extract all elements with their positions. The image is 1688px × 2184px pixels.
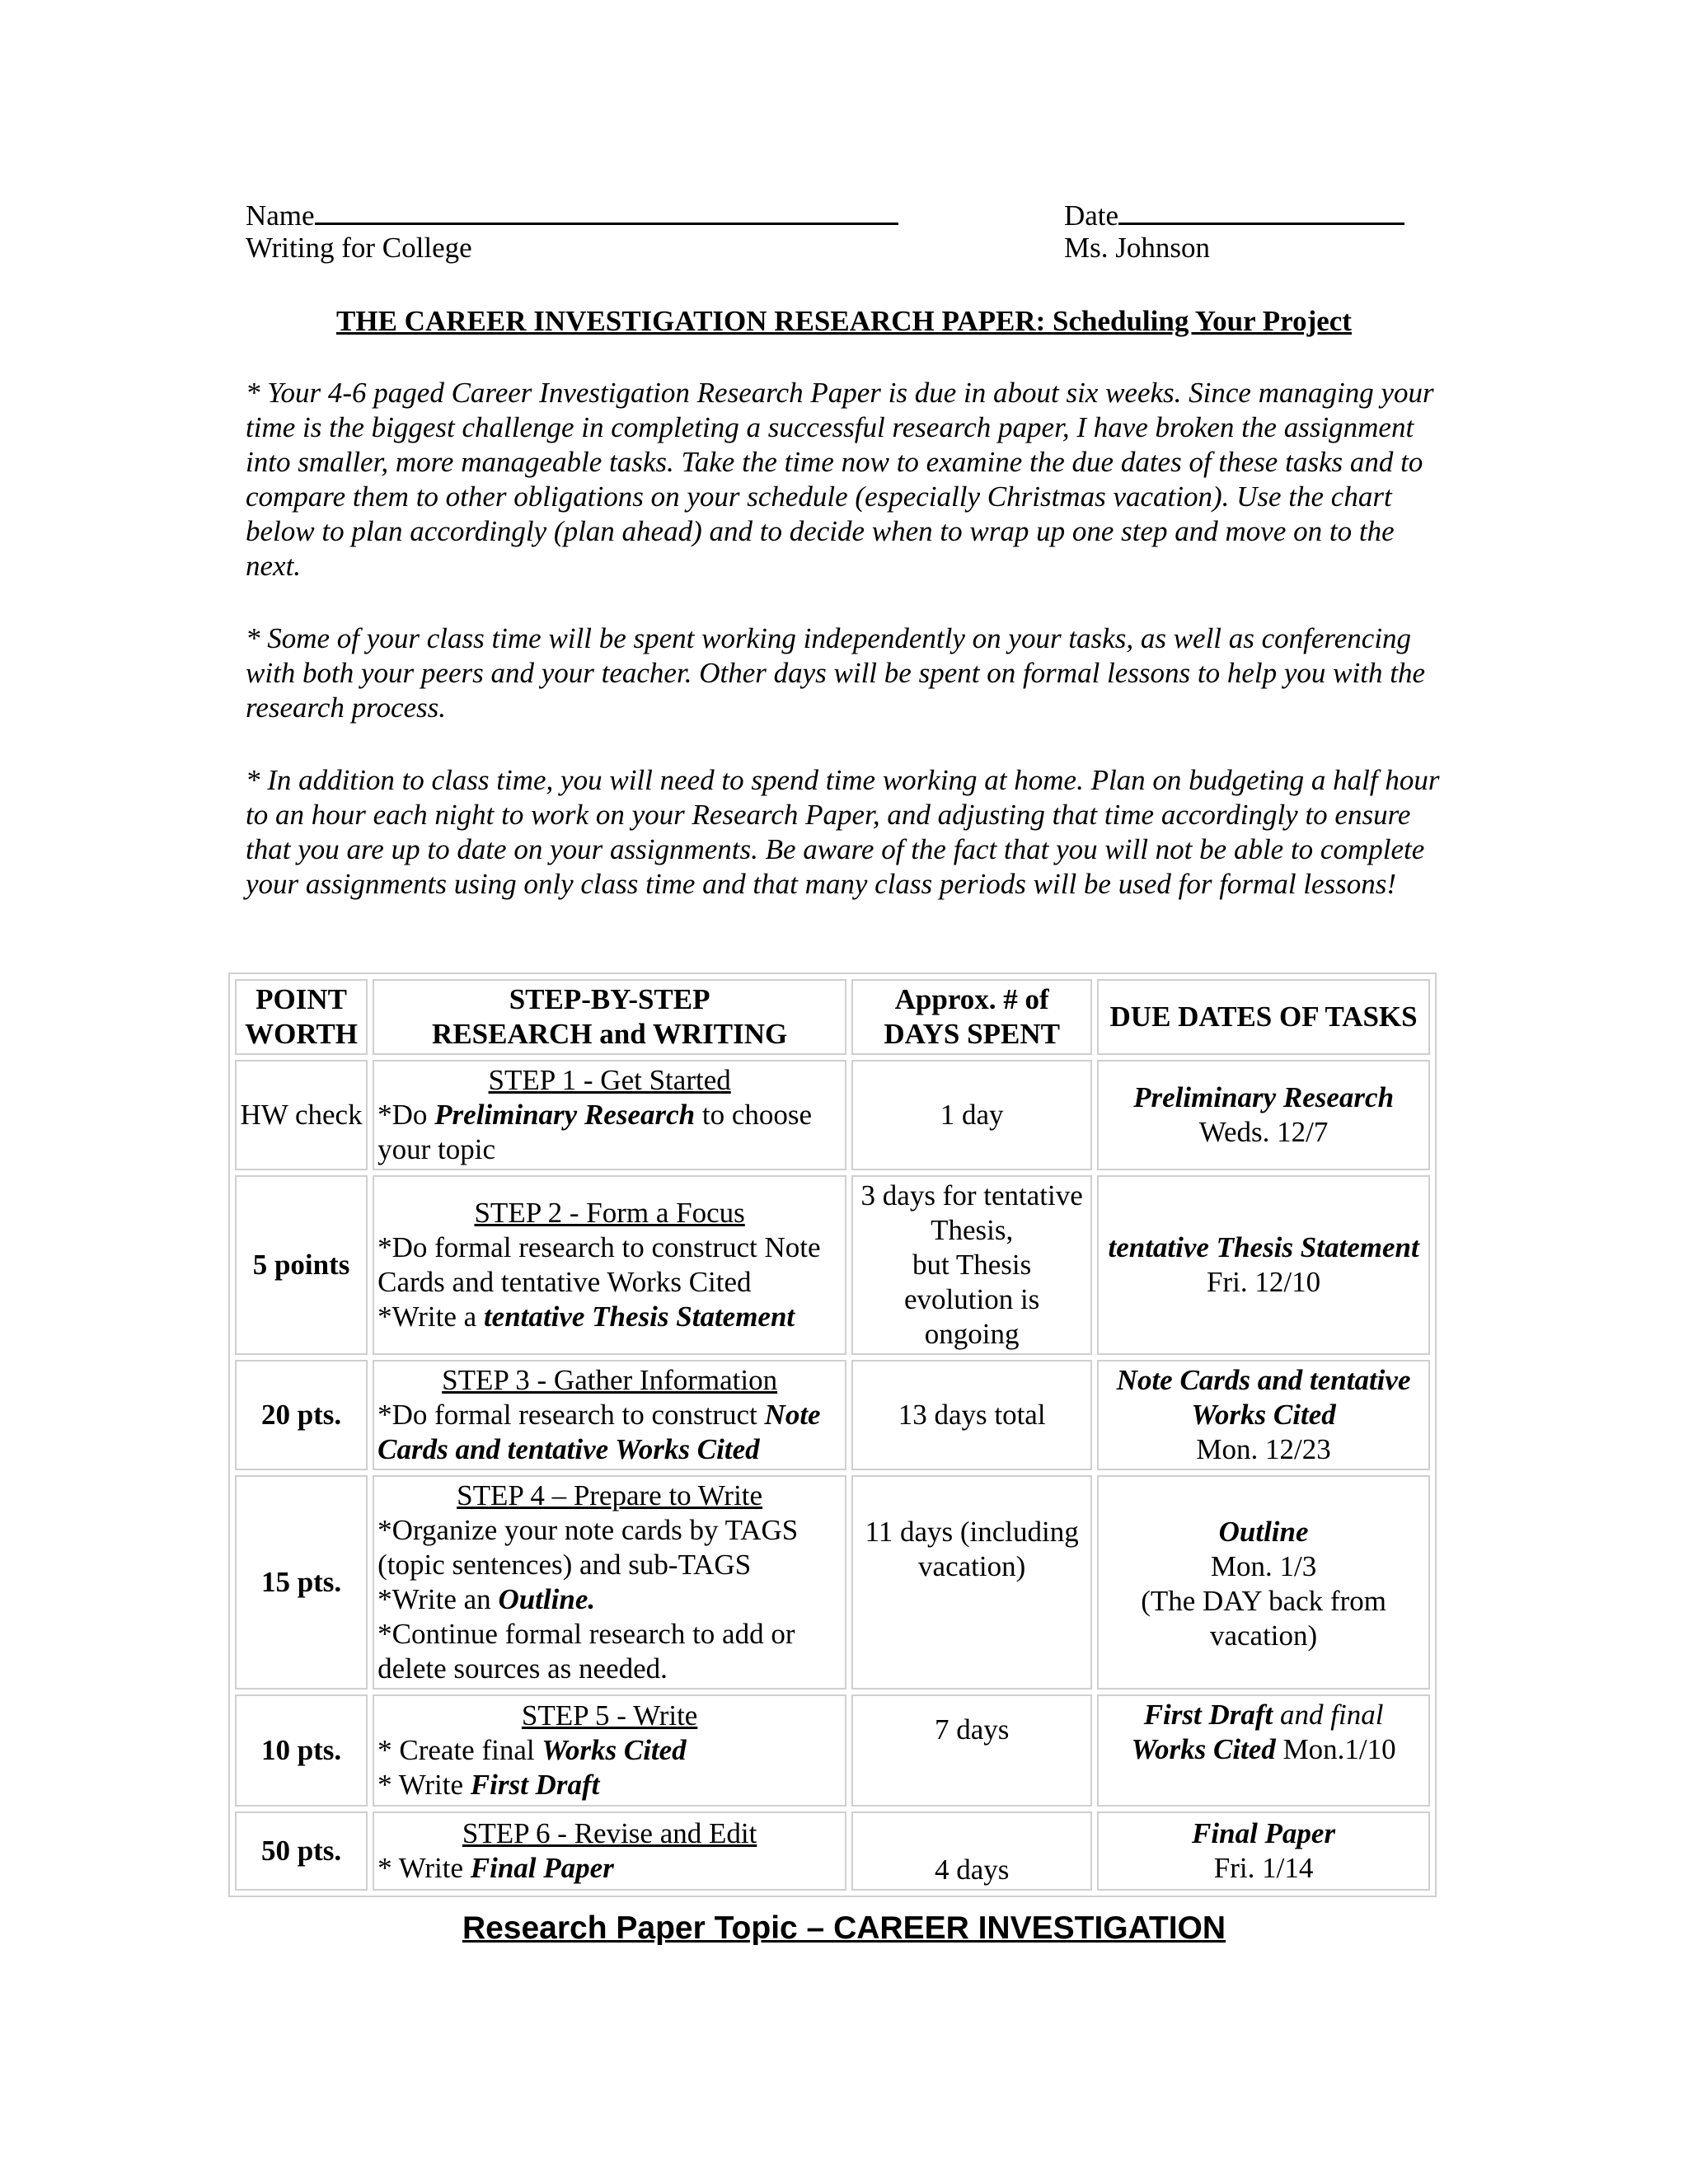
row-days: 4 days bbox=[851, 1811, 1092, 1891]
row-points: 10 pts. bbox=[235, 1694, 368, 1807]
row-step: STEP 1 - Get Started *Do Preliminary Research to choose your topic bbox=[373, 1060, 846, 1170]
row-points: 20 pts. bbox=[235, 1360, 368, 1470]
row-points: 5 points bbox=[235, 1175, 368, 1355]
header-due-dates: DUE DATES OF TASKS bbox=[1097, 979, 1430, 1055]
date-line bbox=[1064, 196, 1404, 233]
name-line bbox=[246, 196, 898, 233]
teacher-name: Ms. Johnson bbox=[1064, 232, 1210, 264]
research-topic-footer: Research Paper Topic – CAREER INVESTIGATION bbox=[462, 1910, 1226, 1946]
row-days: 11 days (including vacation) bbox=[851, 1475, 1092, 1690]
header-point-worth: POINT WORTH bbox=[235, 979, 368, 1055]
name-label: Name bbox=[246, 199, 315, 232]
row-days: 3 days for tentative Thesis, but Thesis evolution is ongoing bbox=[851, 1175, 1092, 1355]
table-row bbox=[235, 1694, 1430, 1807]
table-row bbox=[235, 1475, 1430, 1690]
table-row bbox=[235, 1060, 1430, 1170]
row-step: STEP 2 - Form a Focus *Do formal research to construct Note Cards and tentative Works Cited *Write a tentative Thesis Statement bbox=[373, 1175, 846, 1355]
header-days-spent: Approx. # of DAYS SPENT bbox=[851, 979, 1092, 1055]
date-label: Date bbox=[1064, 199, 1119, 232]
schedule-table bbox=[228, 972, 1437, 1897]
row-days: 13 days total bbox=[851, 1360, 1092, 1470]
table-row bbox=[235, 1811, 1430, 1891]
row-due: Outline Mon. 1/3 (The DAY back from vacation) bbox=[1097, 1475, 1430, 1690]
instruction-paragraph-3: * In addition to class time, you will need to spend time working at home. Plan on budgeting a half hour to an hour each night to work on your Research Paper, and adjusting that time accordingly to ensure that you are up to date on your assignments. Be aware of the fact that you will not be able to complete your assignments using only class time and that many class periods will be used for formal lessons! bbox=[246, 764, 1440, 900]
page-title: THE CAREER INVESTIGATION RESEARCH PAPER: Scheduling Your Project bbox=[336, 305, 1352, 337]
row-step: STEP 4 – Prepare to Write *Organize your note cards by TAGS (topic sentences) and sub-TAGS *Write an Outline. *Continue formal research to add or delete sources as needed. bbox=[373, 1475, 846, 1690]
step-title: STEP 1 - Get Started bbox=[488, 1064, 731, 1096]
step-title: STEP 4 – Prepare to Write bbox=[457, 1479, 763, 1511]
table-row bbox=[235, 1175, 1430, 1355]
row-due: tentative Thesis Statement Fri. 12/10 bbox=[1097, 1175, 1430, 1355]
name-blank[interactable] bbox=[315, 196, 898, 225]
table-row bbox=[235, 1360, 1430, 1470]
row-points: 50 pts. bbox=[235, 1811, 368, 1891]
row-due: Final Paper Fri. 1/14 bbox=[1097, 1811, 1430, 1891]
row-days: 7 days bbox=[851, 1694, 1092, 1807]
instruction-paragraph-2: * Some of your class time will be spent working independently on your tasks, as well as conferencing with both your peers and your teacher. Other days will be spent on formal lessons to help you with the research process. bbox=[246, 622, 1425, 724]
row-points: HW check bbox=[235, 1060, 368, 1170]
table-header-row bbox=[235, 979, 1430, 1055]
header-step-by-step: STEP-BY-STEP RESEARCH and WRITING bbox=[373, 979, 846, 1055]
row-points: 15 pts. bbox=[235, 1475, 368, 1690]
step-title: STEP 5 - Write bbox=[521, 1699, 698, 1732]
row-step: STEP 6 - Revise and Edit * Write Final Paper bbox=[373, 1811, 846, 1891]
course-name: Writing for College bbox=[246, 232, 472, 264]
step-title: STEP 2 - Form a Focus bbox=[474, 1197, 745, 1229]
step-title: STEP 6 - Revise and Edit bbox=[462, 1817, 757, 1849]
row-step: STEP 5 - Write * Create final Works Cited * Write First Draft bbox=[373, 1694, 846, 1807]
instruction-paragraph-1: * Your 4-6 paged Career Investigation Research Paper is due in about six weeks. Since managing your time is the biggest challenge in completing a successful research paper, I have broken the assignment into smaller, more manageable tasks. Take the time now to examine the due dates of these tasks and to compare them to other obligations on your schedule (especially Christmas vacation). Use the chart below to plan accordingly (plan ahead) and to decide when to wrap up one step and move on to the next. bbox=[246, 377, 1434, 582]
step-title: STEP 3 - Gather Information bbox=[442, 1364, 778, 1396]
row-days: 1 day bbox=[851, 1060, 1092, 1170]
date-blank[interactable] bbox=[1118, 196, 1404, 225]
row-due: Preliminary Research Weds. 12/7 bbox=[1097, 1060, 1430, 1170]
row-step: STEP 3 - Gather Information *Do formal research to construct Note Cards and tentative Works Cited bbox=[373, 1360, 846, 1470]
row-due: First Draft and final Works Cited Mon.1/10 bbox=[1097, 1694, 1430, 1807]
row-due: Note Cards and tentative Works Cited Mon. 12/23 bbox=[1097, 1360, 1430, 1470]
